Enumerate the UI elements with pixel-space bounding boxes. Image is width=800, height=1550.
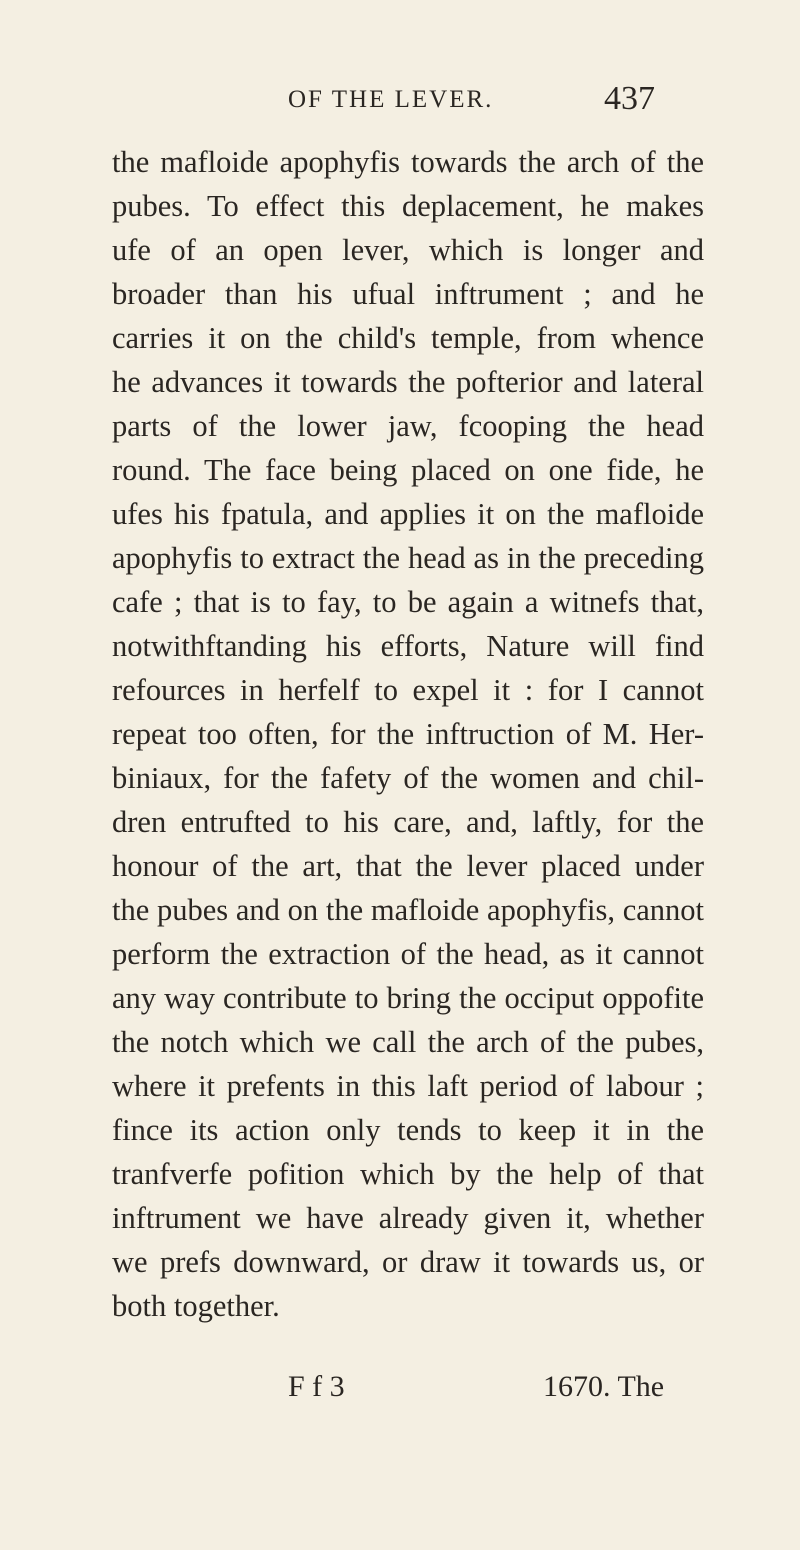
signature-mark: F f 3 [288, 1370, 345, 1403]
text-line: apophyfis to extract the head as in the preceding [112, 541, 704, 575]
text-line: inftrument we have already given it, whether [112, 1201, 704, 1235]
text-line: carries it on the child's temple, from whence [112, 321, 704, 355]
text-line: the pubes and on the mafloide apophyfis, cannot [112, 893, 704, 927]
text-line: parts of the lower jaw, fcooping the head [112, 409, 704, 443]
text-line: honour of the art, that the lever placed under [112, 849, 704, 883]
text-line: ufe of an open lever, which is longer and [112, 233, 704, 267]
page-footer [0, 1370, 800, 1420]
text-line: both together. [112, 1289, 280, 1323]
text-line: dren entrufted to his care, and, laftly, for the [112, 805, 704, 839]
text-line: tranfverfe pofition which by the help of that [112, 1157, 704, 1191]
text-line: perform the extraction of the head, as it cannot [112, 937, 704, 971]
text-line: cafe ; that is to fay, to be again a witnefs that, [112, 585, 704, 619]
text-line: notwithftanding his efforts, Nature will find [112, 629, 704, 663]
text-line: he advances it towards the pofterior and lateral [112, 365, 704, 399]
text-line: where it prefents in this laft period of labour ; [112, 1069, 704, 1103]
page-number: 437 [604, 80, 655, 117]
text-line: broader than his ufual inftrument ; and he [112, 277, 704, 311]
text-line: refources in herfelf to expel it : for I cannot [112, 673, 704, 707]
text-line: pubes. To effect this deplacement, he makes [112, 189, 704, 223]
text-line: repeat too often, for the inftruction of M. Her- [112, 717, 704, 751]
text-line: biniaux, for the fafety of the women and chil- [112, 761, 704, 795]
text-line: ufes his fpatula, and applies it on the mafloide [112, 497, 704, 531]
text-line: round. The face being placed on one fide, he [112, 453, 704, 487]
text-line: the notch which we call the arch of the pubes, [112, 1025, 704, 1059]
running-head-title: OF THE LEVER. [288, 86, 494, 113]
catchword: 1670. The [543, 1370, 665, 1403]
running-head [0, 80, 800, 140]
text-line: we prefs downward, or draw it towards us, or [112, 1245, 704, 1279]
text-line: the mafloide apophyfis towards the arch of the [112, 145, 704, 179]
text-line: any way contribute to bring the occiput oppofite [112, 981, 704, 1015]
text-line: fince its action only tends to keep it in the [112, 1113, 704, 1147]
